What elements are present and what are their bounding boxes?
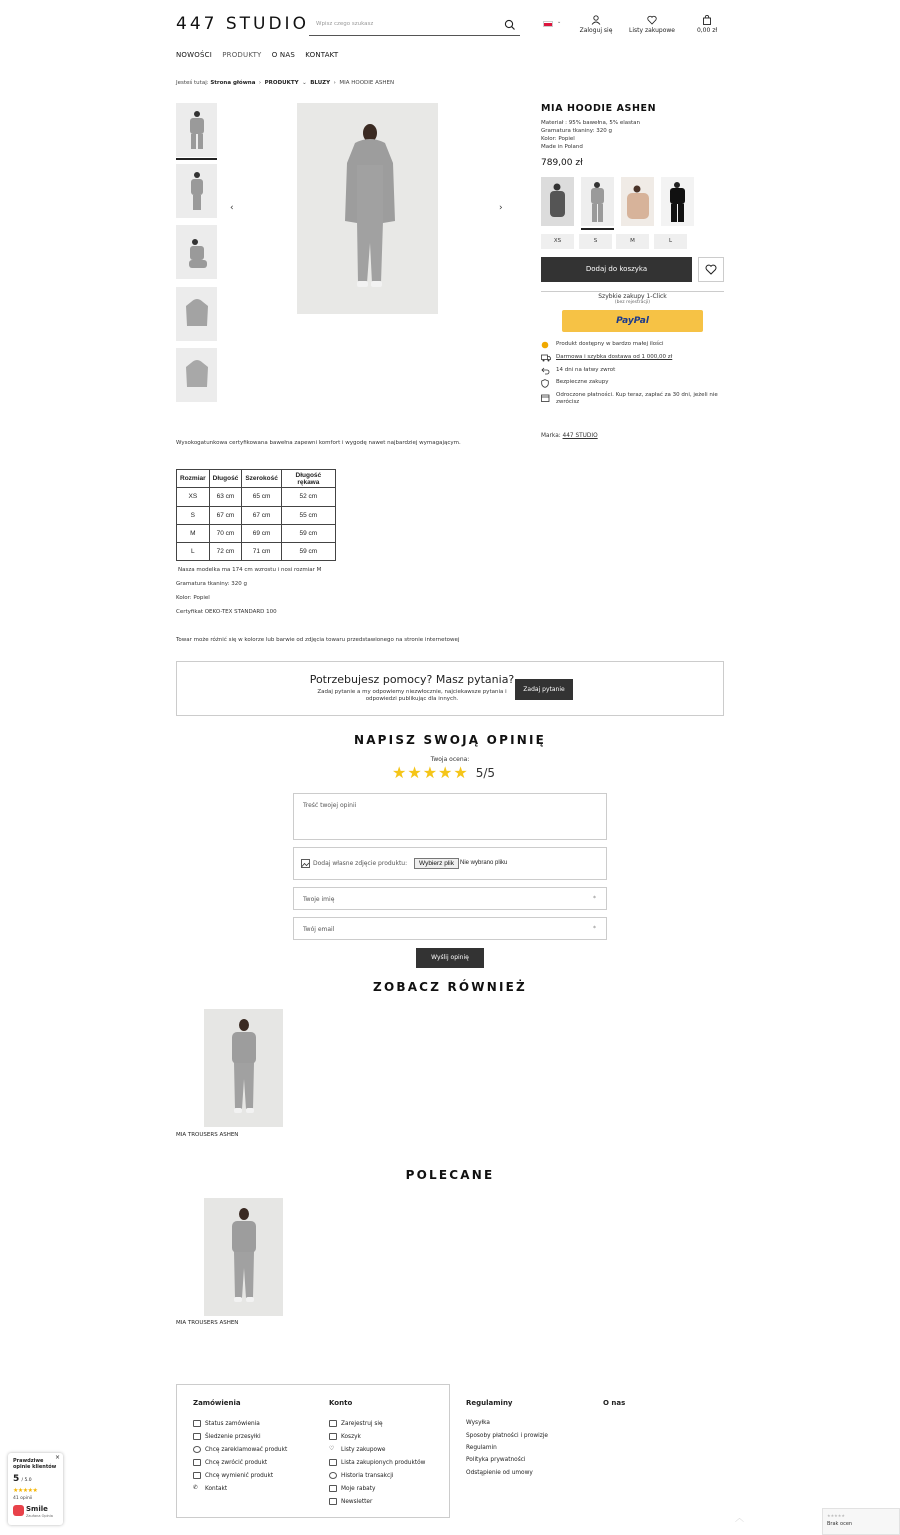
product-thumbnail[interactable] (176, 164, 217, 218)
truck-icon (541, 354, 551, 364)
size-option-m[interactable]: M (616, 234, 649, 249)
footer-account-title: Konto (329, 1399, 353, 1407)
brand-link[interactable]: 447 STUDIO (562, 433, 598, 439)
model-info: Naszа modelka ma 174 cm wzrostu i nosi rozmiar M (178, 567, 322, 573)
product-card-name[interactable]: MIA TROUSERS ASHEN (176, 1320, 239, 1326)
footer-link[interactable]: ✆ Kontakt (193, 1485, 228, 1492)
login-label: Zaloguj się (579, 27, 613, 34)
chevron-left-icon[interactable]: ‹ (230, 203, 234, 213)
table-cell: 67 cm (209, 506, 242, 524)
footer-rules-title: Regulaminy (466, 1399, 513, 1407)
rating-widget-text: Brak ocen (827, 1521, 853, 1527)
truck-icon (193, 1420, 201, 1427)
badge-score: 5 (13, 1474, 20, 1484)
product-thumbnail[interactable] (176, 348, 217, 402)
tracking-icon (193, 1433, 201, 1440)
help-box (176, 661, 724, 716)
list-icon (329, 1459, 337, 1466)
main-nav (176, 51, 346, 59)
nav-item-new[interactable]: NOWOŚCI (176, 51, 212, 59)
table-row (177, 488, 336, 506)
review-heading: NAPISZ SWOJĄ OPINIĘ (353, 733, 547, 747)
variant-photo (661, 177, 694, 226)
table-cell: 72 cm (209, 543, 242, 561)
required-mark: * (593, 925, 596, 932)
table-cell: 71 cm (242, 543, 282, 561)
table-cell: 59 cm (281, 543, 335, 561)
model-photo (183, 108, 211, 152)
product-weight: Gramatura tkaniny: 320 g (541, 128, 612, 134)
product-card-image[interactable] (204, 1198, 283, 1316)
heart-icon (699, 258, 723, 281)
photo-upload-label: Dodaj własne zdjęcie produktu: (313, 860, 408, 867)
scroll-top-icon[interactable]: ︿ (735, 1514, 745, 1524)
badge-score-row (13, 1474, 32, 1484)
photo-upload-field (293, 847, 607, 880)
language-flag-icon[interactable] (543, 21, 553, 27)
availability-dot-icon (541, 341, 551, 351)
footer-link[interactable]: Odstąpienie od umowy (466, 1469, 533, 1476)
cart-total: 0,00 zł (696, 27, 718, 34)
empty-stars-icon: ★★★★★ (827, 1513, 845, 1518)
envelope-icon (329, 1498, 337, 1505)
user-icon (591, 15, 601, 25)
search-input[interactable] (309, 15, 520, 36)
footer-link[interactable]: Status zamówienia (193, 1417, 287, 1430)
table-cell: XS (177, 488, 210, 506)
footer-link[interactable]: Wysyłka (466, 1420, 490, 1427)
feature-return: 14 dni na łatwy zwrot (541, 367, 724, 377)
review-content-placeholder: Treść twojej opinii (303, 802, 357, 809)
name-placeholder: Twoje imię (303, 896, 335, 903)
add-to-wishlist-button[interactable] (698, 257, 724, 282)
feature-availability: Produkt dostępny w bardzo małej ilości (541, 341, 724, 351)
choose-file-button[interactable]: Wybierz plik (414, 858, 459, 869)
name-input[interactable] (293, 887, 607, 910)
footer-orders-title: Zamówienia (193, 1399, 241, 1407)
hoodie-photo (183, 353, 211, 397)
model-photo (183, 230, 211, 274)
badge-title: Prawdziwe opinie klientów (13, 1458, 57, 1470)
footer-link[interactable]: Chcę zwrócić produkt (193, 1456, 287, 1469)
table-header-row (177, 470, 336, 488)
required-mark: * (593, 895, 596, 902)
rating-value: 5/5 (475, 765, 496, 780)
table-header: Długość rękawa (281, 470, 335, 488)
color-variant-swatch[interactable] (581, 177, 614, 226)
cart-button[interactable] (692, 15, 722, 34)
footer-account-list (329, 1417, 425, 1508)
product-material: Materiał : 95% bawełna, 5% elastan (541, 120, 640, 126)
wishlist-label: Listy zakupowe (629, 27, 675, 34)
color-variant-swatch[interactable] (621, 177, 654, 226)
description-lead: Wysokogatunkowa certyfikowana bawełna zapewni komfort i wygodę nawet najbardziej wymagającym. (176, 440, 461, 446)
footer-orders-list (193, 1417, 287, 1495)
product-card-image[interactable] (204, 1009, 283, 1127)
breadcrumb-products[interactable]: PRODUKTY (264, 80, 299, 86)
cart-icon (329, 1433, 337, 1440)
footer-link[interactable]: Lista zakupionych produktów (329, 1456, 425, 1469)
table-cell: 65 cm (242, 488, 282, 506)
table-cell: 70 cm (209, 524, 242, 542)
table-row (177, 506, 336, 524)
exchange-icon (193, 1472, 201, 1479)
product-origin: Made in Poland (541, 144, 583, 150)
table-header: Rozmiar (177, 470, 210, 488)
email-placeholder: Twój email (303, 926, 335, 933)
breadcrumb-home[interactable]: Strona główna (210, 80, 256, 86)
nav-item-about[interactable]: O NAS (271, 51, 295, 59)
size-option-xs[interactable]: XS (541, 234, 574, 249)
product-thumbnail[interactable] (176, 225, 217, 279)
discount-icon (329, 1485, 337, 1492)
chevron-right-icon[interactable]: › (499, 203, 503, 213)
footer-link[interactable]: Chcę wymienić produkt (193, 1469, 287, 1482)
product-info (541, 119, 640, 151)
chevron-right-icon: › (257, 80, 263, 86)
calendar-icon (541, 394, 551, 404)
rating-widget[interactable] (822, 1508, 900, 1535)
table-header: Długość (209, 470, 242, 488)
footer-link[interactable]: Śledzenie przesyłki (193, 1430, 287, 1443)
submit-review-button[interactable]: Wyślij opinię (416, 948, 484, 968)
ask-question-button[interactable]: Zadaj pytanie (515, 679, 573, 700)
nav-item-products[interactable]: PRODUKTY (222, 51, 262, 59)
product-color: Kolor: Popiel (541, 136, 575, 142)
badge-stars-icon: ★★★★★ (13, 1487, 38, 1494)
badge-scale: / 5.0 (21, 1478, 32, 1483)
footer-about-title[interactable]: O nas (603, 1399, 626, 1407)
history-icon (329, 1472, 337, 1479)
badge-brand-sub: Zaufana Opinia (26, 1514, 53, 1518)
see-also-heading: ZOBACZ RÓWNIEŻ (373, 980, 527, 994)
badge-count: 41 opinii (13, 1496, 33, 1501)
table-cell: M (177, 524, 210, 542)
star-icon[interactable]: ★ (407, 763, 422, 782)
paypal-button[interactable]: PayPal (562, 310, 703, 332)
breadcrumb (176, 80, 394, 86)
table-cell: 67 cm (242, 506, 282, 524)
table-row (177, 524, 336, 542)
rating-stars[interactable] (392, 763, 495, 782)
color-variant-swatch[interactable] (661, 177, 694, 226)
table-cell: 63 cm (209, 488, 242, 506)
product-price: 789,00 zł (541, 158, 583, 168)
store-logo[interactable]: 447 STUDIO (176, 14, 309, 34)
footer-rules-list (466, 1417, 548, 1479)
one-click-label: Szybkie zakupy 1-Click (598, 293, 667, 300)
product-thumbnail[interactable] (176, 287, 217, 341)
login-button[interactable] (578, 15, 614, 34)
table-cell: S (177, 506, 210, 524)
one-click-buy[interactable] (541, 291, 724, 305)
footer-link[interactable]: Moje rabaty (329, 1482, 425, 1495)
brand-row (541, 433, 598, 439)
product-title: MIA HOODIE ASHEN (541, 103, 657, 114)
footer-link[interactable]: Koszyk (329, 1430, 425, 1443)
model-photo (204, 1009, 283, 1127)
feature-secure: Bezpieczne zakupy (541, 379, 724, 390)
size-option-l[interactable]: L (654, 234, 687, 249)
hoodie-photo (183, 292, 211, 336)
add-to-cart-button[interactable]: Dodaj do koszyka (541, 257, 692, 282)
star-icon[interactable]: ★ (392, 763, 407, 782)
badge-brand: Smile (26, 1505, 48, 1513)
footer-link[interactable]: Newsletter (329, 1495, 425, 1508)
certificate-info: Certyfikat OEKO-TEX STANDARD 100 (176, 609, 277, 615)
chevron-down-icon[interactable]: ⌄ (300, 80, 309, 86)
bag-icon (702, 15, 712, 25)
one-click-sublabel: (bez rejestracji) (614, 300, 651, 305)
table-cell: 52 cm (281, 488, 335, 506)
size-table (176, 469, 336, 561)
product-card-name[interactable]: MIA TROUSERS ASHEN (176, 1132, 239, 1138)
breadcrumb-hoodies[interactable]: BLUZY (310, 80, 331, 86)
footer-link[interactable]: Historia transakcji (329, 1469, 425, 1482)
email-input[interactable] (293, 917, 607, 940)
shield-icon (541, 379, 551, 390)
table-cell: 69 cm (242, 524, 282, 542)
feature-delivery: Darmowa i szybka dostawa od 1 000,00 zł (541, 354, 724, 364)
color-variant-swatch[interactable] (541, 177, 574, 226)
color-info: Kolor: Popiel (176, 595, 210, 601)
variant-photo (581, 177, 614, 226)
table-row (177, 543, 336, 561)
brand-label: Marka: (541, 433, 561, 439)
color-disclaimer: Towar może różnić się w kolorze lub barwie od zdjęcia towaru przedstawionego na stronie internetowej (176, 637, 460, 643)
variant-photo (621, 177, 654, 226)
star-icon[interactable]: ★ (422, 763, 438, 782)
heart-icon: ♡ (329, 1446, 335, 1452)
heart-icon (647, 15, 657, 25)
table-cell: 59 cm (281, 524, 335, 542)
footer-link[interactable]: Sposoby płatności i prowizje (466, 1432, 548, 1439)
breadcrumb-current: MIA HOODIE ASHEN (339, 80, 395, 86)
image-icon (301, 859, 310, 868)
nav-item-contact[interactable]: KONTAKT (305, 51, 339, 59)
footer-link[interactable]: Chcę zareklamować produkt (193, 1443, 287, 1456)
variant-active-indicator (581, 228, 614, 230)
fabric-weight: Gramatura tkaniny: 320 g (176, 581, 247, 587)
footer-link[interactable]: Zarejestruj się (329, 1417, 425, 1430)
wishlist-button[interactable] (627, 15, 677, 34)
complaint-icon (193, 1446, 201, 1453)
feature-deferred-payment: Odroczone płatności. Kup teraz, zapłać za 30 dni, jeżeli nie zwrócisz (541, 392, 724, 406)
rating-label: Twoja ocena: (430, 756, 470, 763)
return-icon (193, 1459, 201, 1466)
search-icon[interactable] (504, 19, 516, 31)
phone-icon: ✆ (193, 1485, 198, 1491)
review-content-textarea[interactable] (293, 793, 607, 840)
search-placeholder: Wpisz czego szukasz (316, 21, 374, 27)
table-cell: L (177, 543, 210, 561)
chevron-right-icon: › (331, 80, 338, 86)
breadcrumb-prefix: Jesteś tutaj: (176, 80, 209, 86)
star-icon[interactable]: ★ (438, 763, 453, 782)
file-status: Nie wybrano pliku (460, 860, 508, 866)
main-product-image[interactable] (297, 103, 438, 314)
variant-photo (541, 177, 574, 226)
return-icon (541, 367, 551, 377)
smile-logo-icon (13, 1505, 24, 1516)
model-photo (297, 103, 438, 314)
table-header: Szerokość (242, 470, 282, 488)
thumbnail-active-indicator (176, 158, 217, 160)
star-icon[interactable]: ★ (453, 763, 468, 782)
reviews-badge[interactable] (8, 1453, 63, 1525)
size-option-s[interactable]: S (579, 234, 612, 249)
close-icon[interactable]: × (54, 1454, 60, 1461)
help-title: Potrzebujesz pomocy? Masz pytania? (309, 673, 515, 686)
footer-link[interactable]: ♡ Listy zakupowe (329, 1446, 386, 1453)
chevron-down-icon[interactable]: ⌄ (557, 19, 562, 25)
footer-link[interactable]: Polityka prywatności (466, 1457, 526, 1464)
table-cell: 55 cm (281, 506, 335, 524)
help-text: Zadaj pytanie a my odpowiemy niezwłocznie, najciekawsze pytania i odpowiedzi publikując dla innych. (317, 689, 507, 702)
register-icon (329, 1420, 337, 1427)
footer-link[interactable]: Regulamin (466, 1444, 497, 1451)
product-thumbnail[interactable] (176, 103, 217, 157)
model-photo (204, 1198, 283, 1316)
recommended-heading: POLECANE (405, 1168, 495, 1182)
model-photo (183, 169, 211, 213)
